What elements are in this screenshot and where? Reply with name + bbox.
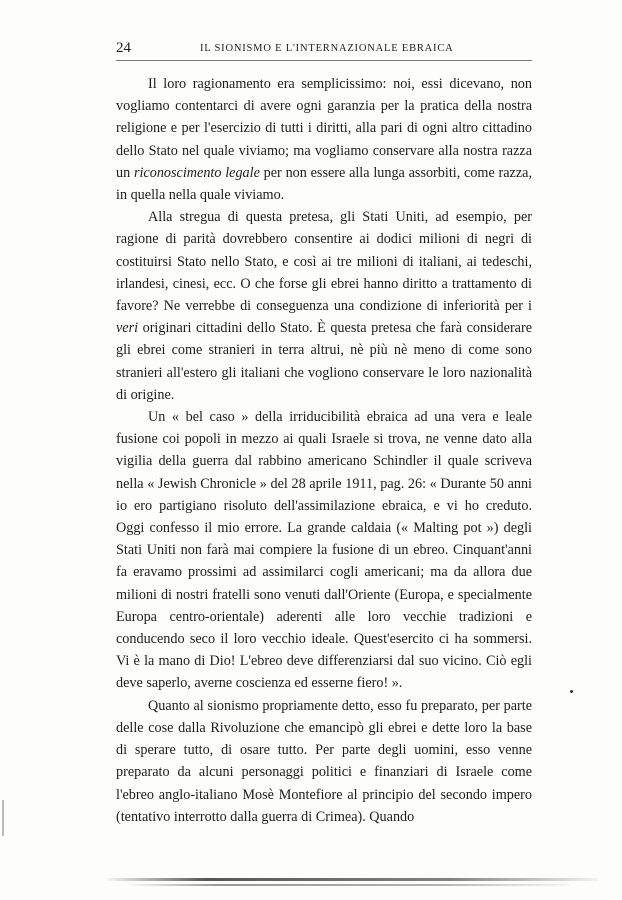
paragraph-2-text-a: Alla stregua di questa pretesa, gli Stati Uniti, ad esempio, per ragione di parità dovrebbero consentire ai dodici milioni di negri di costituirsi Stato nello Stato, e così ai tre milioni di italiani, ai tedeschi, irlandesi, cinesi, ecc. O che forse gli ebrei hanno diritto a trattamento di favore? Ne verrebbe di conseguenza una condizione di inferiorità per i xyxy=(116,209,532,315)
margin-speck xyxy=(570,690,573,693)
paragraph-4-text: Quanto al sionismo propriamente detto, esso fu preparato, per parte delle cose dalla Rivoluzione che emancipò gli ebrei e dette loro la base di sperare tutto, di osare tutto. Per parte degli uomini, esso venne preparato da alcuni personaggi politici e finanziari di Israele come l'ebreo anglo-italiano Mosè Montefiore al principio del secondo impero (tentativo interrotto dalla guerra di Crimea). Quando xyxy=(116,697,532,825)
scan-artifact-line xyxy=(108,878,598,881)
page-edge-mark xyxy=(2,800,4,836)
running-title: IL SIONISMO E L'INTERNAZIONALE EBRAICA xyxy=(200,43,454,54)
paragraph-1 xyxy=(116,73,532,206)
paragraph-2 xyxy=(116,206,532,406)
paragraph-1-text-b: per non essere alla lunga assorbiti, come razza, in quella nella quale viviamo. xyxy=(116,164,532,204)
italic-phrase-riconoscimento-legale: riconoscimento legale xyxy=(133,164,260,181)
scan-artifact-line-secondary xyxy=(130,884,570,886)
italic-word-veri: veri xyxy=(116,320,139,337)
paragraph-3 xyxy=(116,406,532,695)
paragraph-3-text: Un « bel caso » della irriducibilità ebraica ad una vera e leale fusione coi popoli in mezzo ai quali Israele si trova, ne venne dato alla vigilia della guerra dal rabbino americano Schindler il quale scriveva nella « Jewish Chronicle » del 28 aprile 1911, pag. 26: « Durante 50 anni io ero partigiano risoluto dell'assimilazione ebraica, e vi ho creduto. Oggi confesso il mio errore. La grande caldaia (« Malting pot ») degli Stati Uniti non farà mai compiere la fusione di un ebreo. Cinquant'anni fa eravamo prossimi ad assimilarci cogli americani; ma da allora due milioni di nostri fratelli sono venuti dall'Oriente (Europa, e specialmente Europa centro-orientale) aderenti alle loro vecchie tradizioni e conducendo seco il loro vecchio ideale. Quest'esercito ci ha sommersi. Vi è la mano di Dio! L'ebreo deve differenziarsi dal suo vicino. Ciò egli deve saperlo, averne coscienza ed esserne fiero! ». xyxy=(116,409,532,692)
running-header xyxy=(116,40,532,61)
body-text xyxy=(116,73,532,828)
paragraph-1-text-a: Il loro ragionamento era semplicissimo: noi, essi dicevano, non vogliamo contentarci di avere ogni garanzia per la pratica della nostra religione e per l'esercizio di tutti i diritti, alla pari di ogni altro cittadino dello Stato nel quale viviamo; ma vogliamo conservare alla nostra razza un xyxy=(116,76,532,181)
paragraph-4 xyxy=(116,695,532,828)
paragraph-2-text-b: originari cittadini dello Stato. È questa pretesa che farà considerare gli ebrei come stranieri in terra altrui, nè più nè meno di come sono stranieri all'estero gli italiani che vogliono conservare le loro nazionalità di origine. xyxy=(116,320,532,403)
page-number: 24 xyxy=(116,40,131,56)
